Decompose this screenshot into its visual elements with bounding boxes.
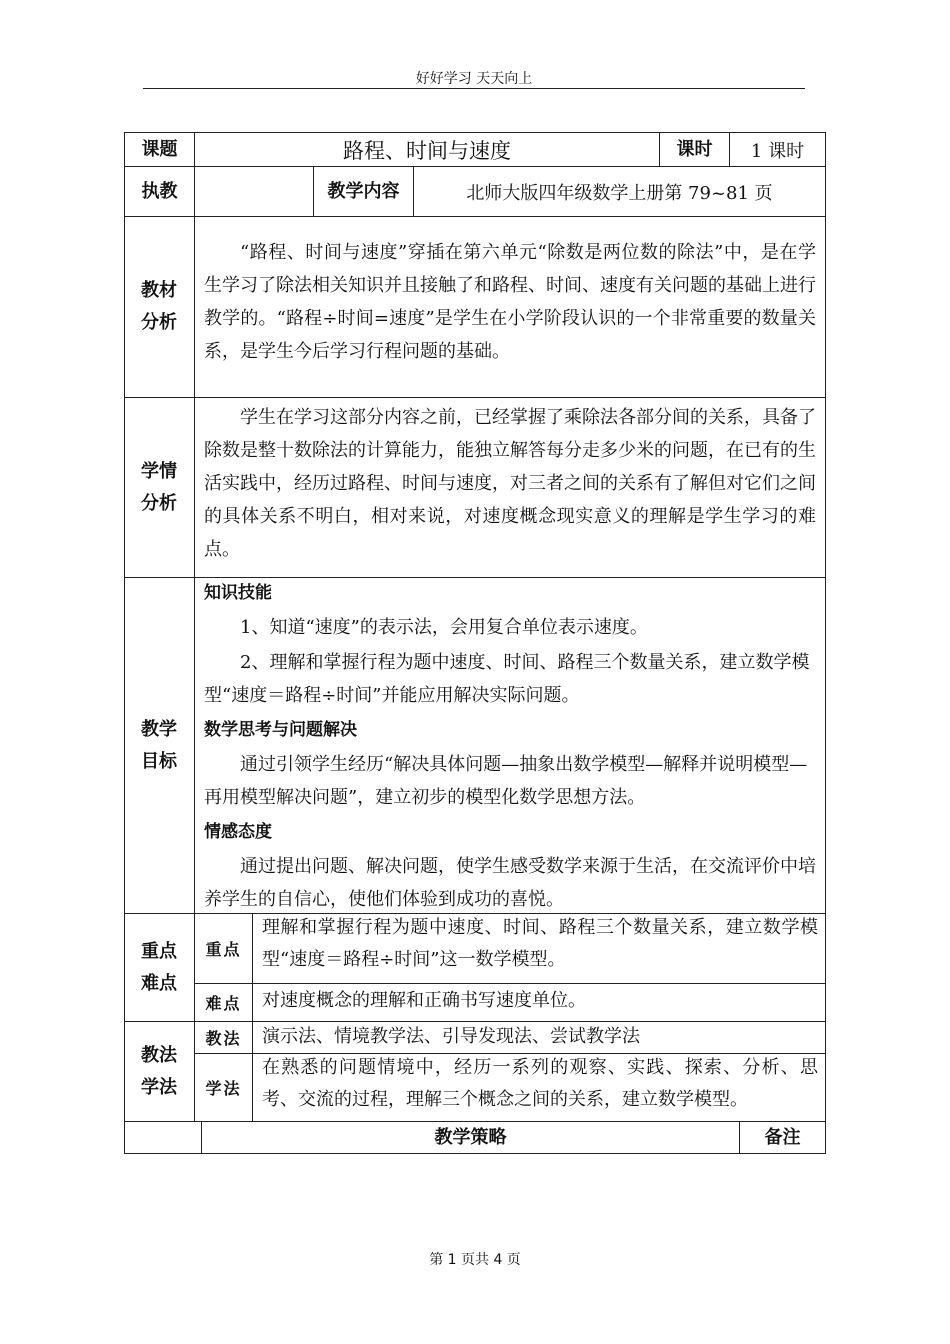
hours-value: 1 课时 bbox=[750, 140, 805, 162]
content-value: 北师大版四年级数学上册第 79~81 页 bbox=[466, 182, 773, 204]
learner-paragraph: 学生在学习这部分内容之前，已经掌握了乘除法各部分间的关系，具备了除数是整十数除法的计算能力，能独立解答每分走多少米的问题，在已有的生活实践中，经历过路程、时间与速度，对三者之间的关系有了解但对它们之间的具体关系不明白，相对来说，对速度概念现实意义的理解是学生学习的难点。 bbox=[204, 407, 816, 560]
table-rule bbox=[124, 132, 125, 1154]
objective-item-2: 2、理解和掌握行程为题中速度、时间、路程三个数量关系，建立数学模型“速度＝路程÷时间”并能应用解决实际问题。 bbox=[204, 652, 810, 706]
learn-method-label: 学法 bbox=[205, 1079, 242, 1098]
learn-method-text bbox=[262, 1052, 818, 1116]
material-text bbox=[204, 236, 816, 368]
difficulty-text: 对速度概念的理解和正确书写速度单位。 bbox=[262, 990, 586, 1011]
notes-title: 备注 bbox=[764, 1126, 801, 1148]
topic-label: 课题 bbox=[141, 138, 178, 160]
keypoints-label: 重点难点 bbox=[141, 940, 177, 994]
topic-value: 路程、时间与速度 bbox=[343, 138, 511, 163]
objectives-label: 教学目标 bbox=[141, 718, 177, 772]
learner-label: 学情分析 bbox=[141, 460, 177, 514]
learn-method-paragraph: 在熟悉的问题情境中，经历一系列的观察、实践、探索、分析、思考、交流的过程，理解三个概念之间的关系，建立数学模型。 bbox=[262, 1057, 818, 1110]
table-rule bbox=[124, 397, 826, 398]
key-text bbox=[262, 912, 818, 976]
table-rule bbox=[124, 216, 826, 217]
objective-heading-knowledge: 知识技能 bbox=[204, 583, 272, 603]
teach-method-label: 教法 bbox=[205, 1029, 242, 1048]
objective-item-3: 通过引领学生经历“解决具体问题—抽象出数学模型—解释并说明模型—再用模型解决问题”，建立初步的模型化数学思想方法。 bbox=[204, 754, 808, 808]
objectives-content bbox=[204, 577, 816, 918]
methods-label: 教法学法 bbox=[141, 1044, 177, 1098]
teach-method-text: 演示法、情境教学法、引导发现法、尝试教学法 bbox=[262, 1026, 640, 1047]
key-paragraph: 理解和掌握行程为题中速度、时间、路程三个数量关系，建立数学模型“速度＝路程÷时间”这一数学模型。 bbox=[262, 917, 818, 970]
strategy-title: 教学策略 bbox=[434, 1126, 507, 1148]
page-footer: 第 1 页共 4 页 bbox=[429, 1252, 521, 1268]
objective-item-1: 1、知道“速度”的表示法，会用复合单位表示速度。 bbox=[240, 617, 648, 638]
hours-label: 课时 bbox=[676, 138, 713, 160]
objective-heading-thinking: 数学思考与问题解决 bbox=[204, 720, 357, 740]
table-rule bbox=[252, 913, 253, 1121]
material-label: 教材分析 bbox=[141, 280, 177, 333]
key-label: 重点 bbox=[205, 940, 242, 959]
learner-text bbox=[204, 401, 816, 566]
objective-item-4: 通过提出问题、解决问题，使学生感受数学来源于生活，在交流评价中培养学生的自信心，使他们体验到成功的喜悦。 bbox=[204, 856, 816, 910]
teacher-label: 执教 bbox=[141, 180, 178, 202]
material-paragraph: “路程、时间与速度”穿插在第六单元“除数是两位数的除法”中，是在学生学习了除法相关知识并且接触了和路程、时间、速度有关问题的基础上进行教学的。“路程÷时间=速度”是学生在小学阶段认识的一个非常重要的数量关系，是学生今后学习行程问题的基础。 bbox=[204, 242, 816, 362]
content-label: 教学内容 bbox=[327, 180, 400, 202]
page-header: 好好学习 天天向上 bbox=[415, 71, 533, 87]
teacher-value bbox=[195, 167, 313, 216]
difficulty-label: 难点 bbox=[205, 994, 242, 1013]
objective-heading-attitude: 情感态度 bbox=[204, 822, 272, 842]
table-rule bbox=[825, 132, 826, 1154]
